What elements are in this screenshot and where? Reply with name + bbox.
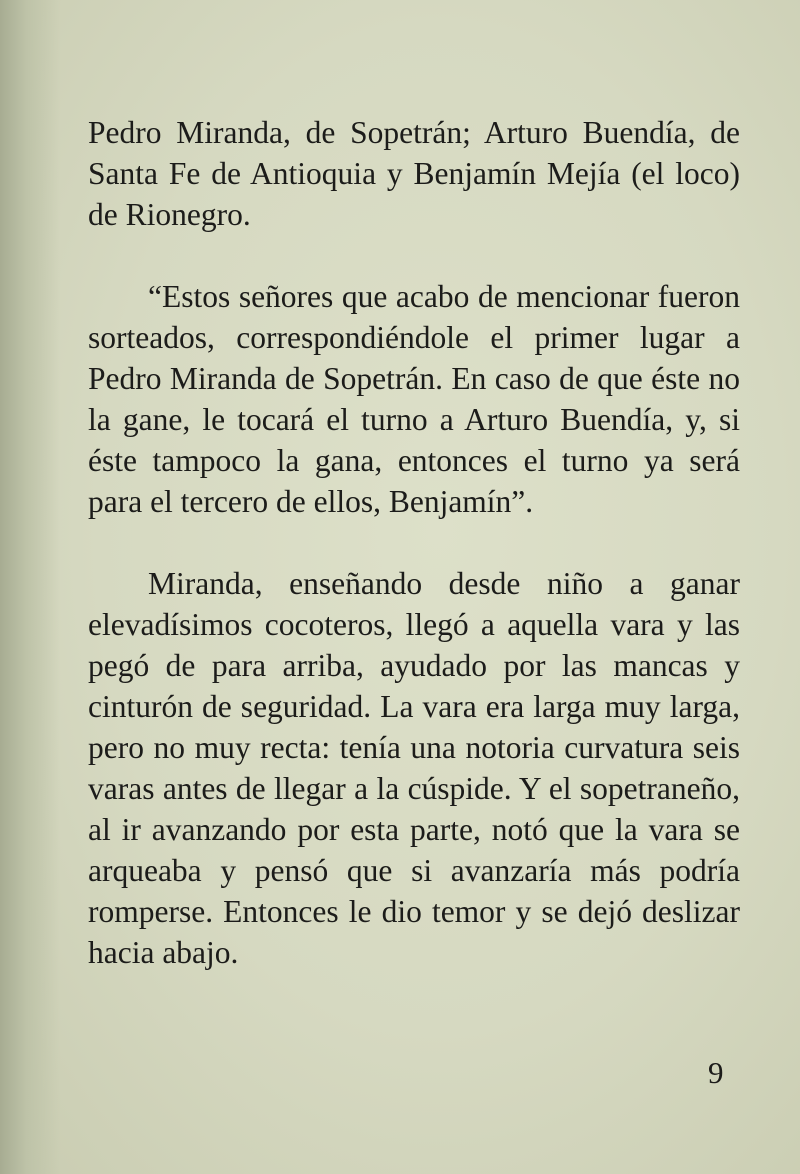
page-number: 9 xyxy=(708,1055,724,1090)
paragraph-3: Miranda, enseñando desde niño a ganar elevadísimos cocoteros, llegó a aquella vara y las pegó de para arriba, ayudado por las mancas y cinturón de seguridad. La vara era larga muy larga, pero no muy recta: tenía una notoria curvatura seis varas antes de llegar a la cúspide. Y el sopetraneño, al ir avanzando por esta parte, notó que la vara se arqueaba y pensó que si avanzaría más podría romperse. Entonces le dio temor y se dejó deslizar hacia abajo. xyxy=(88,566,740,970)
paragraph-gap xyxy=(88,235,740,276)
paragraph-gap xyxy=(88,522,740,563)
book-spine-shadow xyxy=(0,0,60,1174)
paragraph-2: “Estos señores que acabo de mencionar fueron sorteados, correspondiéndole el primer lugar a Pedro Miranda de Sopetrán. En caso de que éste no la gane, le tocará el turno a Arturo Buendía, y, si éste tampoco la gana, entonces el turno ya será para el tercero de ellos, Benjamín”. xyxy=(88,279,740,519)
page-body xyxy=(88,112,740,973)
paragraph-1: Pedro Miranda, de Sopetrán; Arturo Buendía, de Santa Fe de Antioquia y Benjamín Mejía (el loco) de Rionegro. xyxy=(88,115,740,232)
